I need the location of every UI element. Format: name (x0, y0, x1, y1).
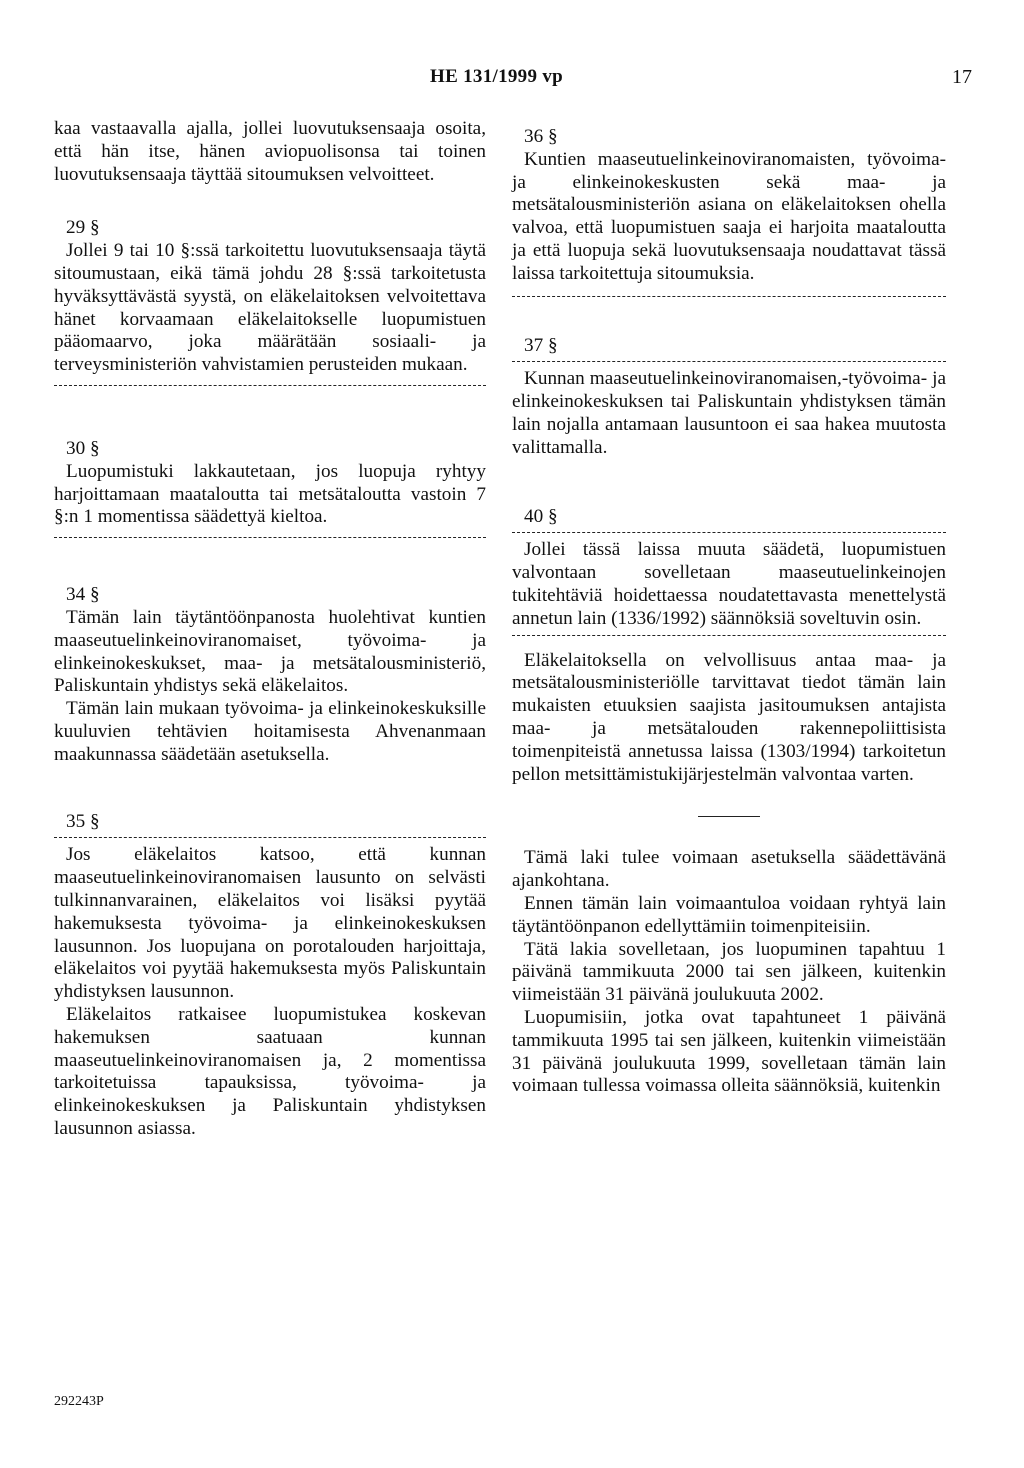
section-29-text: Jollei 9 tai 10 §:ssä tarkoitettu luovutuksensaaja täytä sitoumustaan, eikä tämä johdu 28 §:ssä tarkoitetusta hyväksyttävästä syystä, on eläkelaitoksen velvoitettava hänet korvaamaan eläkelaitokselle luopumistuen pääomaarvo, joka määrätään sosiaali- ja terveysministeriön vahvistamien perusteiden mukaan. (54, 240, 486, 376)
section-40-paragraph-2: Eläkelaitoksella on velvollisuus antaa maa- ja metsätalousministeriölle tarvittavat tiedot tämän lain mukaisten etuuksien saajista jasitoumuksen antajista maa- ja metsätalouden rakennepoliittisista toimenpiteistä annetussa laissa (1303/1994) tarkoitetun pellon metsittämistukijärjestelmän valvontaa varten. (512, 649, 946, 785)
application-period-paragraph: Tätä lakia sovelletaan, jos luopuminen tapahtuu 1 päivänä tammikuuta 2000 tai sen jälkeen, kuitenkin viimeistään 31 päivänä joulukuuta 2002. (512, 938, 946, 1006)
section-30-heading: 30 § (66, 437, 100, 459)
entry-into-force-paragraph: Tämä laki tulee voimaan asetuksella säädettävänä ajankohtana. (512, 847, 946, 892)
preparatory-measures-paragraph: Ennen tämän lain voimaantuloa voidaan ryhtyä lain täytäntöönpanon edellyttämiin toimenpiteisiin. (512, 892, 946, 937)
transitional-provision-paragraph: Luopumisiin, jotka ovat tapahtuneet 1 päivänä tammikuuta 1995 tai sen jälkeen, kuitenkin viimeistään 31 päivänä joulukuuta 1999, sovelletaan tämän lain voimaan tullessa voimassa olleita säännöksiä, kuitenkin (512, 1006, 946, 1097)
section-34-paragraph-2: Tämän lain mukaan työvoima- ja elinkeinokeskuksille kuuluvien tehtävien hoitamisesta Ahvenanmaan maakunnassa säädetään asetuksella. (54, 698, 486, 765)
section-40-heading: 40 § (524, 505, 558, 527)
print-code: 292243P (54, 1394, 104, 1409)
section-29-heading: 29 § (66, 217, 100, 239)
page-header (0, 66, 1024, 96)
right-column (512, 118, 946, 1098)
section-36-text: Kuntien maaseutuelinkeinoviranomaisten, työvoima- ja elinkeinokeskusten sekä maa- ja metsätalousministeriön asiana on eläkelaitoksen ohella valvoa, että luopumistuen saaja ei harjoita maataloutta ja että luopuja sekä luovutuksensaaja noudattavat tässä laissa tarkoitettuja sitoumuksia. (512, 148, 946, 284)
document-title: HE 131/1999 vp (430, 66, 563, 87)
page-number: 17 (952, 66, 972, 88)
section-35-heading: 35 § (66, 810, 100, 832)
section-37-text: Kunnan maaseutuelinkeinoviranomaisen,-työvoima- ja elinkeinokeskuksen tai Paliskuntain yhdistyksen tämän lain nojalla antamaan lausuntoon ei saa hakea muutosta valittamalla. (512, 368, 946, 458)
section-36-heading: 36 § (524, 126, 558, 147)
section-37-heading: 37 § (524, 334, 558, 356)
section-34-paragraph-1: Tämän lain täytäntöönpanosta huolehtivat kuntien maaseutuelinkeinoviranomaiset, työvoima- ja elinkeinokeskukset, maa- ja metsätalousministeriö, Paliskuntain yhdistys sekä eläkelaitos. (54, 606, 486, 697)
intro-paragraph: kaa vastaavalla ajalla, jollei luovutuksensaaja osoita, että hän itse, hänen aviopuolisonsa tai toinen luovutuksensaaja täyttää sitoumuksen velvoitteet. (54, 118, 486, 185)
section-35-paragraph-2: Eläkelaitos ratkaisee luopumistukea koskevan hakemuksen saatuaan kunnan maaseutuelinkeinoviranomaisen ja, 2 momentissa tarkoitetuissa tapauksissa, työvoima- ja elinkeinokeskuksen ja Paliskuntain yhdistyksen lausunnon asiassa. (54, 1003, 486, 1139)
section-30-text: Luopumistuki lakkautetaan, jos luopuja ryhtyy harjoittamaan maataloutta tai metsätaloutta vastoin 7 §:n 1 momentissa säädettyä kieltoa. (54, 460, 486, 528)
section-40-paragraph-1: Jollei tässä laissa muuta säädetä, luopumistuen valvontaan sovelletaan maaseutuelinkeinojen tukitehtäviä hoidettaessa noudatettavasta menettelystä annetun lain (1336/1992) säännöksiä soveltuvin osin. (512, 539, 946, 629)
section-35-paragraph-1: Jos eläkelaitos katsoo, että kunnan maaseutuelinkeinoviranomaisen lausunto on selvästi tulkinnanvarainen, eläkelaitos voi lisäksi pyytää hakemuksesta työvoima- ja elinkeinokeskuksen lausunnon. Jos luopujana on porotalouden harjoittaja, eläkelaitos voi pyytää hakemuksesta myös Paliskuntain yhdistyksen lausunnon. (54, 844, 486, 1003)
section-34-heading: 34 § (66, 584, 100, 606)
left-column (54, 118, 486, 1141)
